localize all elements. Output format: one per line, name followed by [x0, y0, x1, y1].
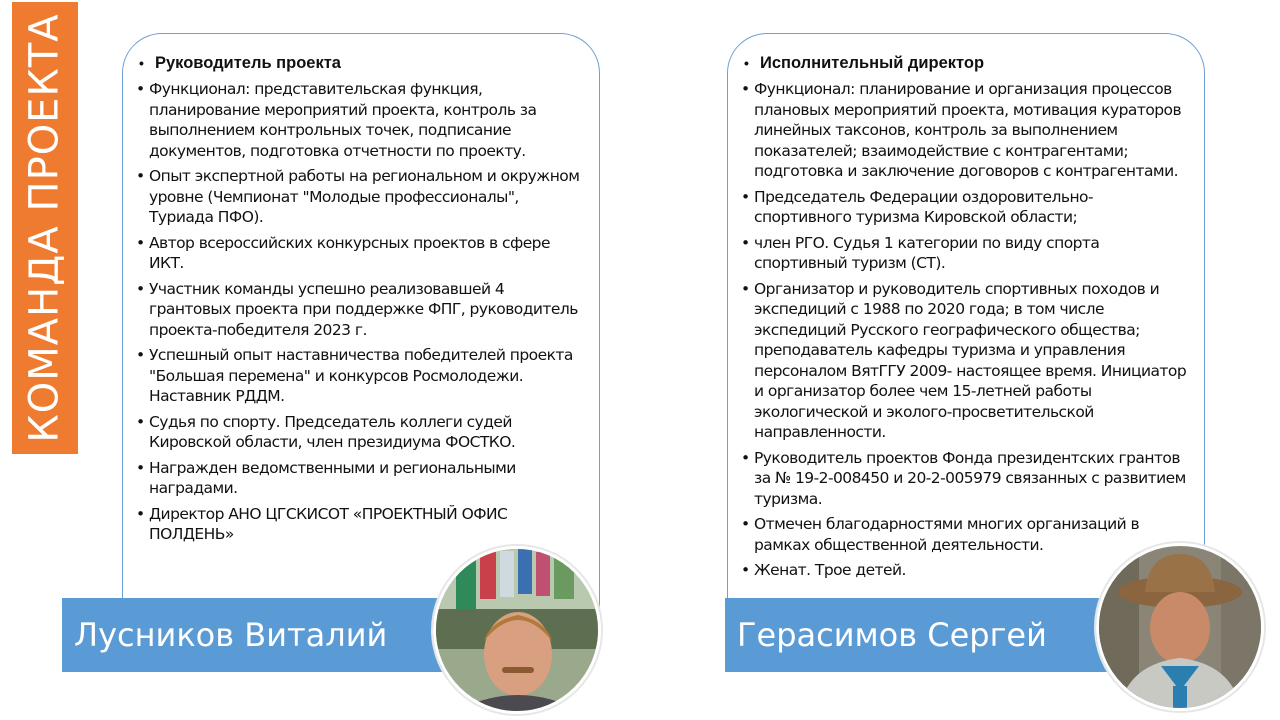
- right-facts-list: [740, 79, 1190, 581]
- right-avatar-photo: [1096, 543, 1264, 711]
- list-item: • член РГО. Судья 1 категории по виду спорта спортивный туризм (СТ).: [740, 233, 1190, 274]
- list-item: • Организатор и руководитель спортивных походов и экспедиций с 1988 по 2020 года; в том числе экспедиций Русского географического общества; преподаватель кафедры туризма и управления персоналом ВятГГУ 2009- настоящее время. Инициатор и организатор более чем 15-летней работы экологической и эколого-просветительской направленности.: [740, 279, 1190, 443]
- list-item: • Автор всероссийских конкурсных проектов в сфере ИКТ.: [135, 233, 585, 274]
- right-role-label: Исполнительный директор: [760, 54, 985, 72]
- side-banner: [12, 2, 78, 454]
- list-item: • Опыт экспертной работы на региональном и окружном уровне (Чемпионат "Молодые профессионалы", Туриада ПФО).: [135, 166, 585, 228]
- list-item: • Награжден ведомственными и региональными наградами.: [135, 458, 585, 499]
- right-role: [744, 54, 1190, 73]
- list-item: • Функционал: представительская функция, планирование мероприятий проекта, контроль за выполнением контрольных точек, подписание документов, подготовка отчетности по проекту.: [135, 79, 585, 161]
- list-item: • Председатель Федерации оздоровительно-спортивного туризма Кировской области;: [740, 187, 1190, 228]
- left-role: [139, 54, 585, 73]
- bullet-icon: •: [139, 55, 144, 71]
- left-name-bar: [62, 598, 494, 672]
- left-role-label: Руководитель проекта: [155, 54, 341, 72]
- list-item: • Отмечен благодарностями многих организаций в рамках общественной деятельности.: [740, 514, 1190, 555]
- right-profile-card: [727, 33, 1205, 643]
- banner-title: КОМАНДА ПРОЕКТА: [22, 13, 69, 443]
- left-avatar-photo: [433, 546, 601, 714]
- left-person-name: Лусников Виталий: [74, 616, 388, 654]
- list-item: • Женат. Трое детей.: [740, 560, 1190, 581]
- right-person-name: Герасимов Сергей: [737, 616, 1047, 654]
- list-item: • Успешный опыт наставничества победителей проекта "Большая перемена" и конкурсов Росмолодежи. Наставник РДДМ.: [135, 345, 585, 407]
- right-name-bar: [725, 598, 1145, 672]
- list-item: • Функционал: планирование и организация процессов плановых мероприятий проекта, мотивация кураторов линейных таксонов, контроль за выполнением показателей; взаимодействие с контрагентами; подготовка и заключение договоров с контрагентами.: [740, 79, 1190, 182]
- list-item: • Директор АНО ЦГСКИСОТ «ПРОЕКТНЫЙ ОФИС ПОЛДЕНЬ»: [135, 504, 585, 545]
- bullet-icon: •: [744, 55, 749, 71]
- left-facts-list: [135, 79, 585, 545]
- list-item: • Руководитель проектов Фонда президентских грантов за № 19-2-008450 и 20-2-005979 связанных с развитием туризма.: [740, 448, 1190, 510]
- list-item: • Участник команды успешно реализовавшей 4 грантовых проекта при поддержке ФПГ, руководитель проекта-победителя 2023 г.: [135, 279, 585, 341]
- list-item: • Судья по спорту. Председатель коллеги судей Кировской области, член президиума ФОСТКО.: [135, 412, 585, 453]
